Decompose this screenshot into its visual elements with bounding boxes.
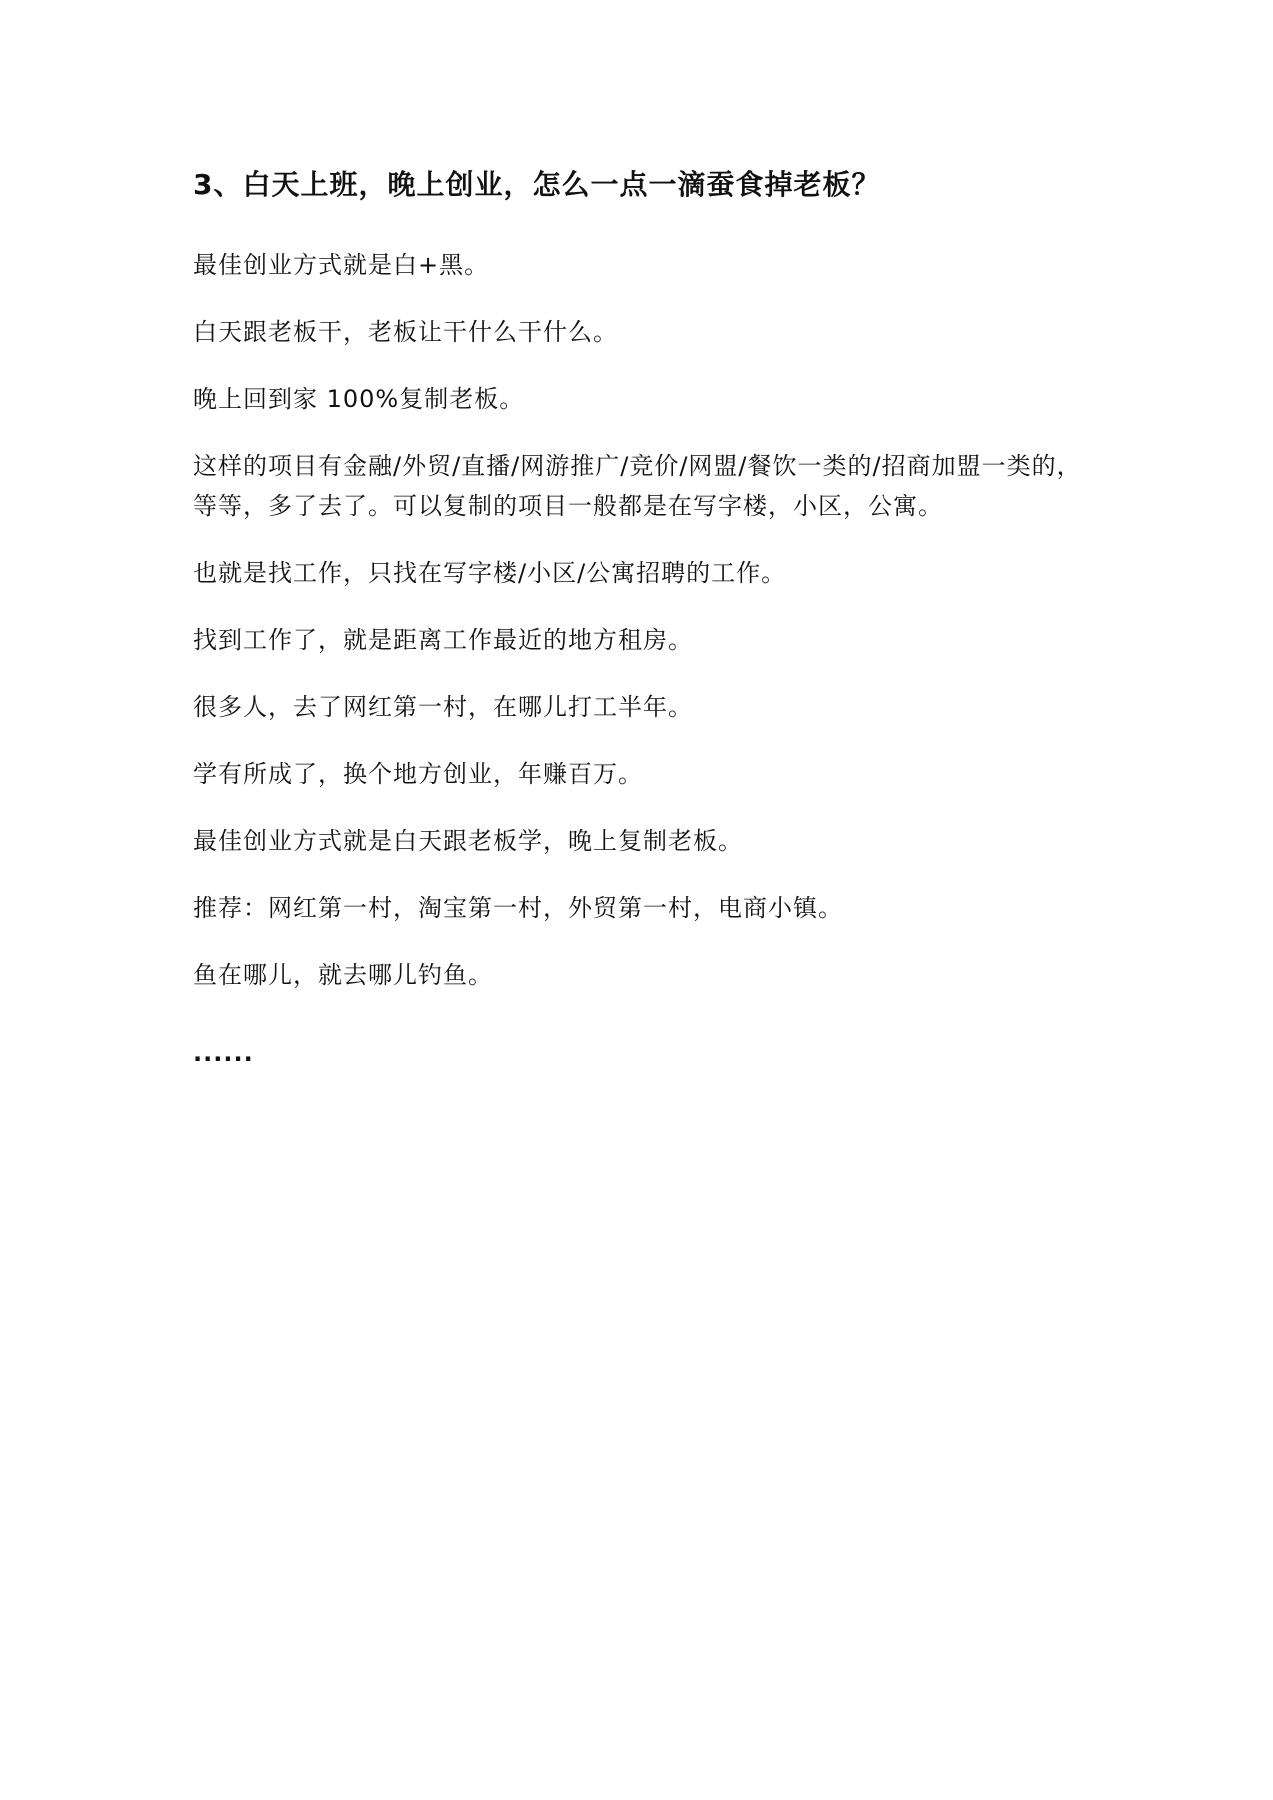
document-body <box>193 245 1093 1073</box>
paragraph: 也就是找工作，只找在写字楼/小区/公寓招聘的工作。 <box>193 559 787 587</box>
document-content <box>193 165 1093 1073</box>
paragraph: 白天跟老板干，老板让干什么干什么。 <box>193 318 618 346</box>
continuation-ellipsis: ...... <box>193 1039 254 1067</box>
paragraph: 最佳创业方式就是白天跟老板学，晚上复制老板。 <box>193 827 743 855</box>
paragraph: 推荐：网红第一村，淘宝第一村，外贸第一村，电商小镇。 <box>193 894 843 922</box>
paragraph: 学有所成了，换个地方创业，年赚百万。 <box>193 760 643 788</box>
document-title: 3、白天上班，晚上创业，怎么一点一滴蚕食掉老板？ <box>193 168 881 201</box>
paragraph: 晚上回到家 100%复制老板。 <box>193 385 525 413</box>
paragraph: 最佳创业方式就是白+黑。 <box>193 251 490 279</box>
paragraph: 这样的项目有金融/外贸/直播/网游推广/竞价/网盟/餐饮一类的/招商加盟一类的，等等，多了去了。可以复制的项目一般都是在写字楼，小区，公寓。 <box>193 452 1082 520</box>
paragraph: 很多人，去了网红第一村，在哪儿打工半年。 <box>193 693 693 721</box>
paragraph: 找到工作了，就是距离工作最近的地方租房。 <box>193 626 693 654</box>
paragraph: 鱼在哪儿，就去哪儿钓鱼。 <box>193 961 493 989</box>
